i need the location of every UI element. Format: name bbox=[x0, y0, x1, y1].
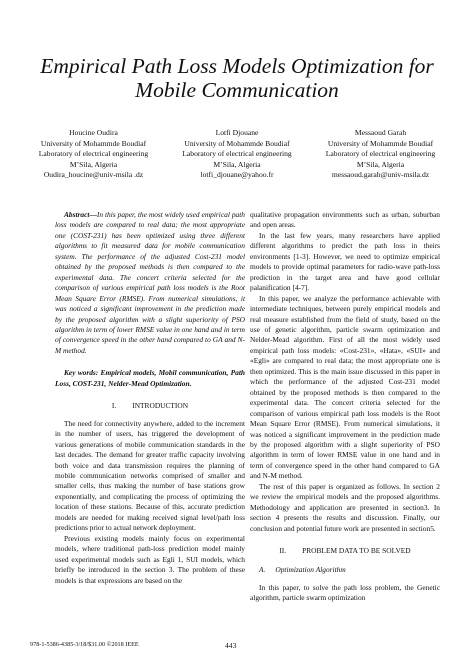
right-column bbox=[250, 210, 440, 604]
author-name: Messaoud Garah bbox=[354, 128, 407, 137]
author-name: Lotfi Djouane bbox=[215, 128, 259, 137]
author-2 bbox=[166, 128, 309, 181]
author-3 bbox=[309, 128, 452, 181]
author-email: lotfi_djouane@yahoo.fr bbox=[200, 170, 274, 180]
body-paragraph-continued: qualitative propagation environments such as urban, suburban and open areas. bbox=[250, 210, 440, 230]
subsection-title: Optimization Algorithm bbox=[275, 564, 346, 574]
section-title: PROBLEM DATA TO BE SOLVED bbox=[302, 546, 411, 556]
left-column bbox=[55, 210, 245, 586]
author-university: University of Mohammde Boudiaf bbox=[327, 138, 434, 148]
author-university: University of Mohammde Boudiaf bbox=[184, 138, 290, 148]
footer-copyright: 978-1-5386-4385-3/18/$31.00 ©2018 IEEE bbox=[30, 641, 139, 648]
paper-title bbox=[30, 54, 444, 102]
section-heading-introduction bbox=[55, 401, 245, 411]
author-laboratory: Laboratory of electrical engineering bbox=[325, 149, 436, 159]
section-heading-problem-data bbox=[250, 546, 440, 556]
body-paragraph-organization: The rest of this paper is organized as follows. In section 2 we review the empirical models and the proposed algorithms. Methodology and application are presented in section3. In section 4 presents the results and discussion. Finally, our conclusion and potential future work are presented in section5. bbox=[250, 481, 440, 533]
title-line-1: Empirical Path Loss Models Optimization for bbox=[40, 54, 434, 78]
intro-paragraph-1: The need for connectivity anywhere, added to the increment in the number of users, has triggered the development of various generations of mobile communication standards in the last decades. The demand for greater traffic capacity involving both voice and data transmission requires the planning of mobile communication networks comprised of smaller and smaller cells, thus making the number of base stations grow exponentially, and complicating the process of optimizing the location of these stations. Because of this, accurate prediction models are needed for making received signal level/path loss predictions prior to actual network deployment. bbox=[55, 418, 245, 533]
body-paragraph-optimization: In this paper, to solve the path loss problem, the Genetic algorithm, particle swarm optimization bbox=[250, 582, 440, 603]
section-number: II. bbox=[279, 546, 287, 556]
author-email: Oudira_houcine@univ-msila .dz bbox=[43, 170, 144, 180]
author-email: messaoud.garah@univ-msila.dz bbox=[331, 170, 430, 180]
page-number: 443 bbox=[225, 641, 237, 650]
abstract bbox=[55, 210, 245, 356]
author-location: M’Sila, Algeria bbox=[69, 159, 118, 169]
author-name: Houcine Oudira bbox=[69, 128, 118, 137]
author-location: M’Sila, Algeria bbox=[213, 159, 261, 169]
author-block bbox=[22, 128, 452, 181]
title-line-2: Mobile Communication bbox=[135, 78, 339, 102]
body-paragraph-related-work: In the last few years, many researchers have applied different algorithms to predict the path loss in theirs environments [1-3]. However, we need to optimize empirical models to provide optimal parameters for radio-wave path-loss prediction in the target area and have good cellular palanification [4-7]. bbox=[250, 230, 440, 293]
abstract-text: In this paper, the most widely used empirical path loss models are compared to real data; the most appropriate one (COST-231) has been optimized using three different algorithms to fit measured data for mobile communication system. The performance of the adjusted Cost-231 model obtained by the proposed methods is then compared to the experimental data. The concert criteria selected for the comparison of various empirical path loss models is the Root Mean Square Error (RMSE). From numerical simulations, it was noticed a significant improvement in the prediction made by the proposed algorithm with a slight superiority of PSO algorithm in term of lower RMSE value in one hand and in term of convergence speed in the other hand compared to GA and N-M method. bbox=[55, 210, 245, 355]
author-laboratory: Laboratory of electrical engineering bbox=[182, 149, 292, 159]
section-number: I. bbox=[111, 401, 117, 411]
intro-paragraph-2: Previous existing models mainly focus on experimental models, where traditional path-loss prediction model mainly used experimental models such as Egli 1, SUI models, which briefly be introduced in the section 3. The problem of these models is that expressions are based on the bbox=[55, 533, 245, 585]
subsection-heading-optimization bbox=[259, 565, 440, 575]
keywords: Key words: Empirical models, Mobil communication, Path Loss, COST-231, Nelder-Mead Optimization. bbox=[55, 368, 245, 388]
author-laboratory: Laboratory of electrical engineering bbox=[38, 149, 149, 159]
section-title: INTRODUCTION bbox=[132, 401, 189, 411]
author-1 bbox=[22, 128, 165, 181]
body-paragraph-contribution: In this paper, we analyze the performance achievable with intermediate techniques, between purely empirical models and real measure established from the field of study, based on the use of genetic algorithm, particle swarm optimization and Nelder-Mead algorithm. First of all the most widely used empirical path loss models: «Cost-231», «Hata», «SUI» and «Egli» are compared to real data; the most appropriate one is then optimized. This is the main issue discussed in this paper in which the performance of the adjusted Cost-231 model obtained by the proposed methods is then compared to the experimental data. The concert criteria selected for the comparison of various empirical path loss models is the Root Mean Square Error (RMSE). From numerical simulations, it was noticed a significant improvement in the prediction made by the proposed algorithm with a slight superiority of PSO algorithm in term of lower RMSE value in one hand and in term of convergence speed in the other hand compared to GA and N-M method. bbox=[250, 293, 440, 481]
abstract-label: Abstract— bbox=[64, 210, 97, 219]
author-location: M’Sila, Algeria bbox=[356, 159, 405, 169]
subsection-number: A. bbox=[259, 564, 266, 574]
author-university: University of Mohammde Boudiaf bbox=[40, 138, 147, 148]
